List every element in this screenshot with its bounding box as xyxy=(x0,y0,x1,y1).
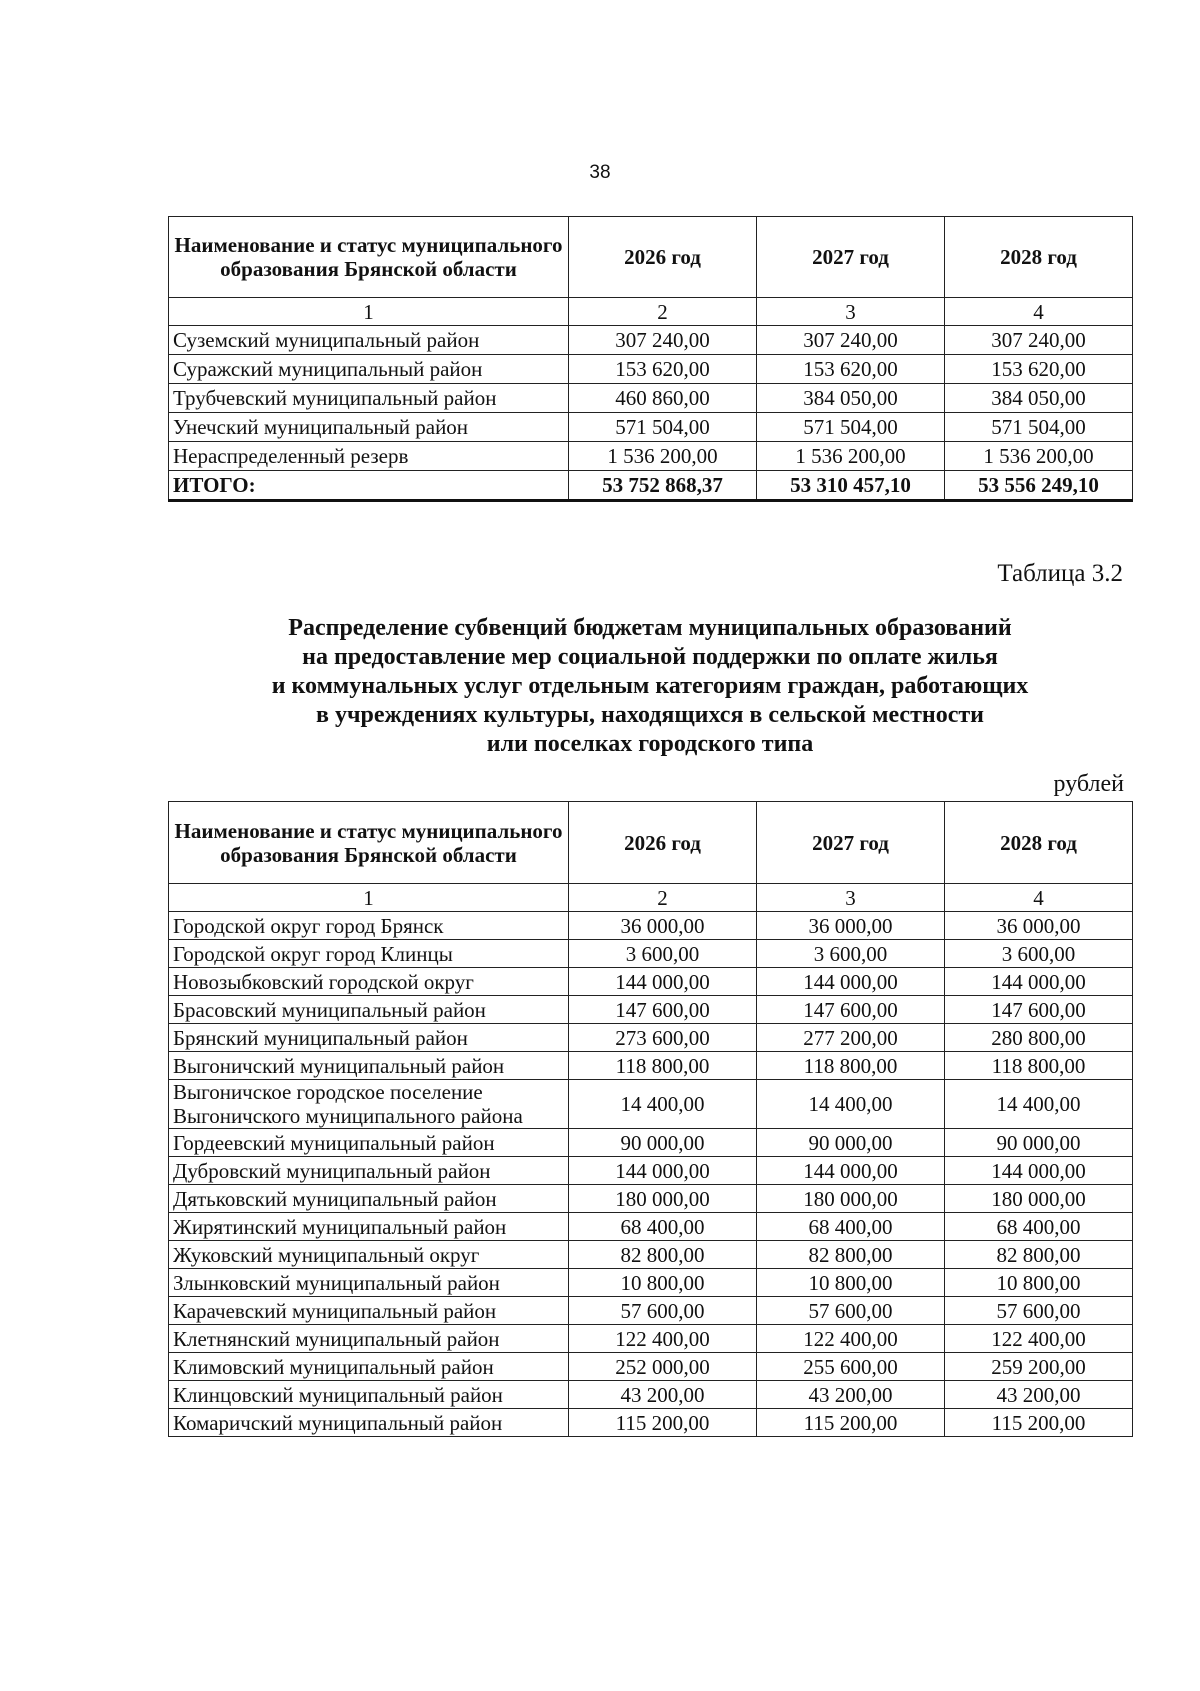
municipality-cell: Брасовский муниципальный район xyxy=(169,996,569,1024)
value-2026-cell: 144 000,00 xyxy=(569,1157,757,1185)
table-title-line: в учреждениях культуры, находящихся в сельской местности xyxy=(316,702,984,728)
value-2027-cell: 307 240,00 xyxy=(757,326,945,355)
value-2026-cell: 57 600,00 xyxy=(569,1297,757,1325)
table-row xyxy=(169,413,1133,442)
value-2026-cell: 147 600,00 xyxy=(569,996,757,1024)
value-2028-cell: 10 800,00 xyxy=(945,1269,1133,1297)
value-2026-cell: 180 000,00 xyxy=(569,1185,757,1213)
table-row xyxy=(169,1185,1133,1213)
header-2027: 2027 год xyxy=(757,217,945,298)
value-2026-cell: 68 400,00 xyxy=(569,1213,757,1241)
column-index-cell: 4 xyxy=(945,298,1133,326)
value-2027-cell: 118 800,00 xyxy=(757,1052,945,1080)
value-2026-cell: 118 800,00 xyxy=(569,1052,757,1080)
table-row xyxy=(169,1297,1133,1325)
municipality-cell: Брянский муниципальный район xyxy=(169,1024,569,1052)
header-2027: 2027 год xyxy=(757,802,945,884)
value-2026-cell: 1 536 200,00 xyxy=(569,442,757,471)
value-2027-cell: 115 200,00 xyxy=(757,1409,945,1437)
municipality-cell: Городской округ город Клинцы xyxy=(169,940,569,968)
value-2028-cell: 82 800,00 xyxy=(945,1241,1133,1269)
total-value-cell: 53 556 249,10 xyxy=(945,471,1133,501)
table-row xyxy=(169,1353,1133,1381)
table-title xyxy=(168,614,1132,759)
table-row xyxy=(169,968,1133,996)
value-2026-cell: 36 000,00 xyxy=(569,912,757,940)
value-2028-cell: 3 600,00 xyxy=(945,940,1133,968)
municipality-cell: Трубчевский муниципальный район xyxy=(169,384,569,413)
value-2028-cell: 68 400,00 xyxy=(945,1213,1133,1241)
value-2027-cell: 153 620,00 xyxy=(757,355,945,384)
table-row xyxy=(169,326,1133,355)
table-row xyxy=(169,1241,1133,1269)
value-2028-cell: 144 000,00 xyxy=(945,1157,1133,1185)
budget-table-continued xyxy=(168,216,1133,502)
column-index-cell: 3 xyxy=(757,298,945,326)
value-2027-cell: 122 400,00 xyxy=(757,1325,945,1353)
value-2026-cell: 252 000,00 xyxy=(569,1353,757,1381)
value-2028-cell: 14 400,00 xyxy=(945,1080,1133,1129)
value-2028-cell: 153 620,00 xyxy=(945,355,1133,384)
value-2028-cell: 384 050,00 xyxy=(945,384,1133,413)
table-title-line: на предоставление мер социальной поддержки по оплате жилья xyxy=(302,644,998,670)
units-label: рублей xyxy=(1053,771,1124,797)
column-index-cell: 4 xyxy=(945,884,1133,912)
table-row xyxy=(169,1052,1133,1080)
column-index-cell: 2 xyxy=(569,298,757,326)
value-2028-cell: 571 504,00 xyxy=(945,413,1133,442)
value-2028-cell: 307 240,00 xyxy=(945,326,1133,355)
value-2027-cell: 36 000,00 xyxy=(757,912,945,940)
value-2028-cell: 1 536 200,00 xyxy=(945,442,1133,471)
value-2027-cell: 147 600,00 xyxy=(757,996,945,1024)
table-row xyxy=(169,1381,1133,1409)
value-2027-cell: 82 800,00 xyxy=(757,1241,945,1269)
value-2027-cell: 68 400,00 xyxy=(757,1213,945,1241)
table-title-line: или поселках городского типа xyxy=(486,731,814,757)
municipality-cell: Клетнянский муниципальный район xyxy=(169,1325,569,1353)
column-index-cell: 2 xyxy=(569,884,757,912)
value-2027-cell: 255 600,00 xyxy=(757,1353,945,1381)
municipality-cell: Дубровский муниципальный район xyxy=(169,1157,569,1185)
municipality-cell: Выгоничский муниципальный район xyxy=(169,1052,569,1080)
table-row xyxy=(169,912,1133,940)
table-row xyxy=(169,1213,1133,1241)
value-2028-cell: 118 800,00 xyxy=(945,1052,1133,1080)
municipality-cell: Унечский муниципальный район xyxy=(169,413,569,442)
table-title-line: Распределение субвенций бюджетам муниципальных образований xyxy=(288,615,1012,641)
value-2026-cell: 82 800,00 xyxy=(569,1241,757,1269)
value-2027-cell: 3 600,00 xyxy=(757,940,945,968)
table-row xyxy=(169,1024,1133,1052)
value-2027-cell: 144 000,00 xyxy=(757,968,945,996)
table-row xyxy=(169,1269,1133,1297)
municipality-cell: Злынковский муниципальный район xyxy=(169,1269,569,1297)
header-municipality: Наименование и статус муниципального образования Брянской области xyxy=(169,217,569,298)
value-2028-cell: 43 200,00 xyxy=(945,1381,1133,1409)
value-2027-cell: 57 600,00 xyxy=(757,1297,945,1325)
municipality-cell: Жуковский муниципальный округ xyxy=(169,1241,569,1269)
value-2028-cell: 280 800,00 xyxy=(945,1024,1133,1052)
value-2027-cell: 90 000,00 xyxy=(757,1129,945,1157)
value-2026-cell: 122 400,00 xyxy=(569,1325,757,1353)
municipality-cell: Карачевский муниципальный район xyxy=(169,1297,569,1325)
value-2027-cell: 144 000,00 xyxy=(757,1157,945,1185)
value-2026-cell: 307 240,00 xyxy=(569,326,757,355)
table-row xyxy=(169,996,1133,1024)
value-2027-cell: 43 200,00 xyxy=(757,1381,945,1409)
table-row xyxy=(169,940,1133,968)
table-row xyxy=(169,1129,1133,1157)
value-2026-cell: 10 800,00 xyxy=(569,1269,757,1297)
table-row xyxy=(169,1080,1133,1129)
value-2026-cell: 153 620,00 xyxy=(569,355,757,384)
municipality-cell: Дятьковский муниципальный район xyxy=(169,1185,569,1213)
value-2028-cell: 122 400,00 xyxy=(945,1325,1133,1353)
total-row xyxy=(169,471,1133,501)
header-2028: 2028 год xyxy=(945,217,1133,298)
value-2027-cell: 1 536 200,00 xyxy=(757,442,945,471)
table-row xyxy=(169,1325,1133,1353)
table-row xyxy=(169,442,1133,471)
total-label: ИТОГО: xyxy=(169,471,569,501)
value-2027-cell: 14 400,00 xyxy=(757,1080,945,1129)
value-2028-cell: 144 000,00 xyxy=(945,968,1133,996)
value-2027-cell: 10 800,00 xyxy=(757,1269,945,1297)
municipality-cell: Суражский муниципальный район xyxy=(169,355,569,384)
header-2026: 2026 год xyxy=(569,802,757,884)
subvention-table xyxy=(168,801,1133,1437)
value-2026-cell: 273 600,00 xyxy=(569,1024,757,1052)
header-2028: 2028 год xyxy=(945,802,1133,884)
value-2026-cell: 3 600,00 xyxy=(569,940,757,968)
table-row xyxy=(169,355,1133,384)
table-label: Таблица 3.2 xyxy=(997,560,1123,587)
table-title-line: и коммунальных услуг отдельным категориям граждан, работающих xyxy=(271,673,1029,699)
column-index-row xyxy=(169,884,1133,912)
total-value-cell: 53 310 457,10 xyxy=(757,471,945,501)
municipality-cell: Выгоничское городское поселение Выгоничского муниципального района xyxy=(169,1080,569,1129)
municipality-cell: Нераспределенный резерв xyxy=(169,442,569,471)
value-2027-cell: 384 050,00 xyxy=(757,384,945,413)
value-2026-cell: 43 200,00 xyxy=(569,1381,757,1409)
value-2028-cell: 180 000,00 xyxy=(945,1185,1133,1213)
column-index-row xyxy=(169,298,1133,326)
value-2026-cell: 460 860,00 xyxy=(569,384,757,413)
value-2026-cell: 14 400,00 xyxy=(569,1080,757,1129)
table-header-row xyxy=(169,217,1133,298)
municipality-cell: Климовский муниципальный район xyxy=(169,1353,569,1381)
municipality-cell: Гордеевский муниципальный район xyxy=(169,1129,569,1157)
value-2026-cell: 144 000,00 xyxy=(569,968,757,996)
value-2028-cell: 36 000,00 xyxy=(945,912,1133,940)
table-row xyxy=(169,1409,1133,1437)
header-2026: 2026 год xyxy=(569,217,757,298)
table-row xyxy=(169,384,1133,413)
page-number: 38 xyxy=(589,162,611,183)
value-2027-cell: 277 200,00 xyxy=(757,1024,945,1052)
header-municipality: Наименование и статус муниципального образования Брянской области xyxy=(169,802,569,884)
value-2026-cell: 90 000,00 xyxy=(569,1129,757,1157)
column-index-cell: 1 xyxy=(169,884,569,912)
column-index-cell: 1 xyxy=(169,298,569,326)
total-value-cell: 53 752 868,37 xyxy=(569,471,757,501)
value-2028-cell: 90 000,00 xyxy=(945,1129,1133,1157)
municipality-cell: Суземский муниципальный район xyxy=(169,326,569,355)
value-2028-cell: 57 600,00 xyxy=(945,1297,1133,1325)
value-2027-cell: 180 000,00 xyxy=(757,1185,945,1213)
municipality-cell: Новозыбковский городской округ xyxy=(169,968,569,996)
value-2026-cell: 115 200,00 xyxy=(569,1409,757,1437)
municipality-cell: Комаричский муниципальный район xyxy=(169,1409,569,1437)
value-2027-cell: 571 504,00 xyxy=(757,413,945,442)
value-2026-cell: 571 504,00 xyxy=(569,413,757,442)
value-2028-cell: 147 600,00 xyxy=(945,996,1133,1024)
value-2028-cell: 115 200,00 xyxy=(945,1409,1133,1437)
value-2028-cell: 259 200,00 xyxy=(945,1353,1133,1381)
municipality-cell: Жирятинский муниципальный район xyxy=(169,1213,569,1241)
municipality-cell: Городской округ город Брянск xyxy=(169,912,569,940)
column-index-cell: 3 xyxy=(757,884,945,912)
table-header-row xyxy=(169,802,1133,884)
table-row xyxy=(169,1157,1133,1185)
municipality-cell: Клинцовский муниципальный район xyxy=(169,1381,569,1409)
